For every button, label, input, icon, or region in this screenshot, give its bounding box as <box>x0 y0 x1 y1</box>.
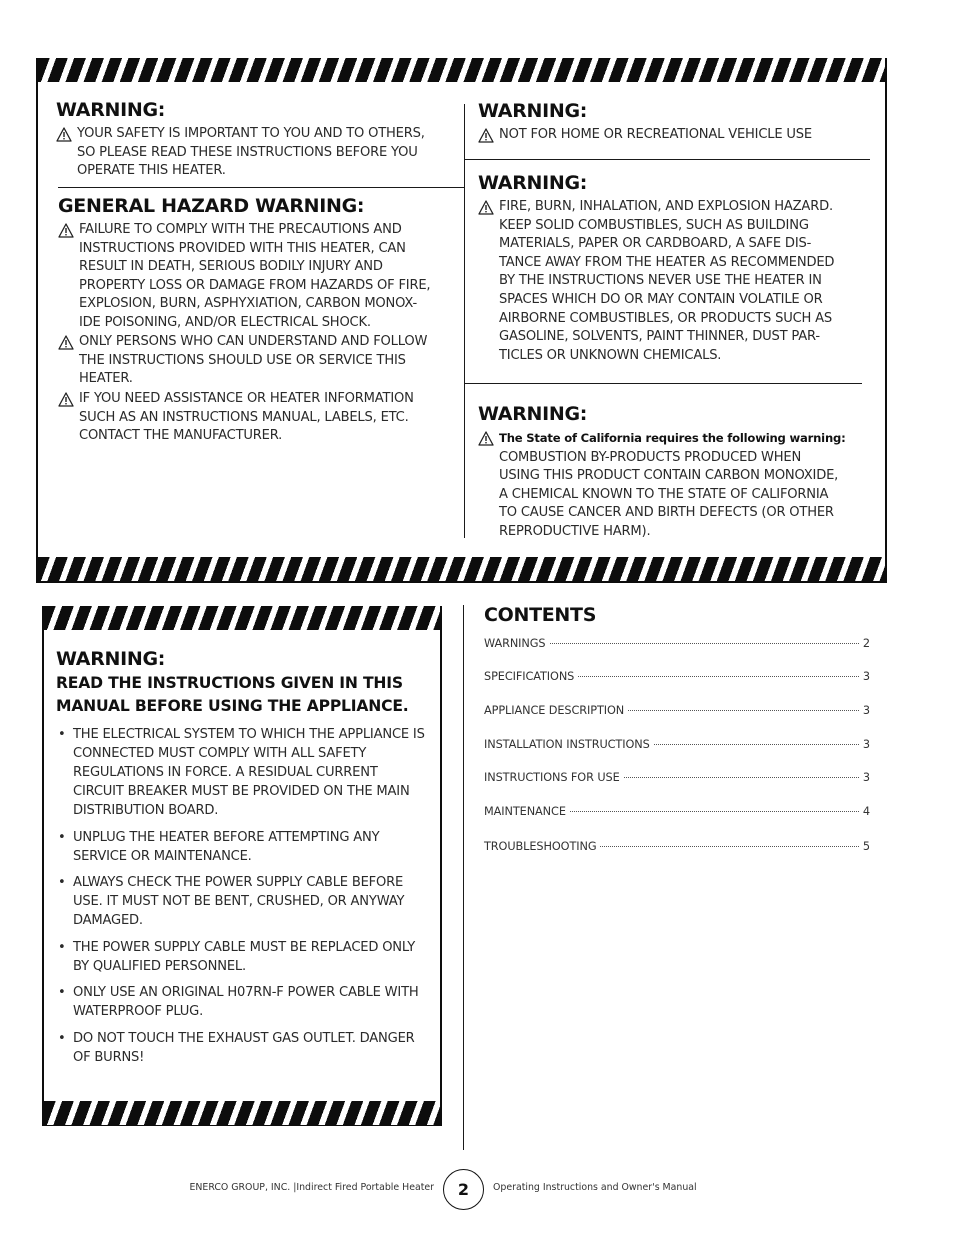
toc-label: INSTRUCTIONS FOR USE <box>484 771 620 784</box>
text-line: TO CAUSE CANCER AND BIRTH DEFECTS (OR OTHER <box>499 505 834 521</box>
list-item: • ALWAYS CHECK THE POWER SUPPLY CABLE BEFORE USE. IT MUST NOT BE BENT, CRUSHED, OR ANYWAY DAMAGED. <box>56 873 432 930</box>
general-hazard-item <box>79 333 462 389</box>
california-warning-text <box>499 429 869 542</box>
toc-leader <box>578 676 859 677</box>
text-line: ONLY PERSONS WHO CAN UNDERSTAND AND FOLLOW <box>79 334 428 349</box>
toc-entry-specifications[interactable] <box>484 670 870 683</box>
toc-page: 4 <box>862 805 870 818</box>
text-line: OPERATE THIS HEATER. <box>77 163 226 179</box>
california-warning-heading: WARNING: <box>478 403 588 425</box>
warning-triangle-icon <box>58 392 74 407</box>
toc-page: 3 <box>862 704 870 717</box>
toc-label: INSTALLATION INSTRUCTIONS <box>484 738 650 751</box>
warning-triangle-icon <box>56 127 72 142</box>
toc-label: MAINTENANCE <box>484 805 566 818</box>
text-line: EXPLOSION, BURN, ASPHYXIATION, CARBON MONOX- <box>79 296 418 312</box>
text-line: MATERIALS, PAPER OR CARDBOARD, A SAFE DIS- <box>499 236 812 252</box>
text-line: CONTACT THE MANUFACTURER. <box>79 428 283 444</box>
divider-fire <box>465 383 862 384</box>
warning-triangle-icon <box>478 431 494 446</box>
text-line: GASOLINE, SOLVENTS, PAINT THINNER, DUST PAR- <box>499 329 820 345</box>
fire-warning-heading: WARNING: <box>478 172 588 194</box>
toc-entry-maintenance[interactable] <box>484 805 870 818</box>
page-number: 2 <box>457 1180 470 1199</box>
divider-not-home <box>465 159 870 160</box>
text-line: A CHEMICAL KNOWN TO THE STATE OF CALIFORNIA <box>499 486 829 502</box>
not-home-warning-text <box>499 126 869 145</box>
text-line: PROPERTY LOSS OR DAMAGE FROM HAZARDS OF FIRE, <box>79 277 431 293</box>
text-line: HEATER. <box>79 371 133 387</box>
toc-page: 5 <box>862 840 870 853</box>
text-line: FIRE, BURN, INHALATION, AND EXPLOSION HAZARD. <box>499 199 833 214</box>
footer-company: ENERCO GROUP, INC. |Indirect Fired Portable Heater <box>189 1182 434 1193</box>
electrical-warning-heading: WARNING: <box>56 648 166 670</box>
warning-triangle-icon <box>478 128 494 143</box>
list-item: • UNPLUG THE HEATER BEFORE ATTEMPTING ANY SERVICE OR MAINTENANCE. <box>56 828 432 866</box>
general-hazard-heading: GENERAL HAZARD WARNING: <box>58 195 365 217</box>
toc-leader <box>624 777 859 778</box>
text-line: RESULT IN DEATH, SERIOUS BODILY INJURY AND <box>79 259 383 275</box>
text-line: YOUR SAFETY IS IMPORTANT TO YOU AND TO OTHERS, <box>77 126 425 141</box>
toc-leader <box>570 811 859 812</box>
toc-entry-troubleshooting[interactable] <box>484 840 870 853</box>
text-line: AIRBORNE COMBUSTIBLES, OR PRODUCTS SUCH AS <box>499 310 833 326</box>
text-line: SUCH AS AN INSTRUCTIONS MANUAL, LABELS, ETC. <box>79 409 409 425</box>
warning-triangle-icon <box>58 335 74 350</box>
list-item: • THE ELECTRICAL SYSTEM TO WHICH THE APPLIANCE IS CONNECTED MUST COMPLY WITH ALL SAFETY REGULATIONS IN FORCE. A RESIDUAL CURRENT CIRCUIT BREAKER MUST BE PROVIDED ON THE MAIN DISTRIBUTION BOARD. <box>56 725 432 820</box>
not-home-warning-heading: WARNING: <box>478 100 588 122</box>
divider-safety <box>58 187 464 188</box>
toc-page: 3 <box>862 771 870 784</box>
general-hazard-item <box>79 221 462 333</box>
text-line: USING THIS PRODUCT CONTAIN CARBON MONOXIDE, <box>499 468 839 484</box>
toc-leader <box>600 846 858 847</box>
column-divider-top <box>464 104 465 538</box>
toc-entry-appliance-description[interactable] <box>484 704 870 717</box>
safety-warning-heading: WARNING: <box>56 99 166 121</box>
hazard-stripe-middle <box>38 557 885 581</box>
text-line: COMBUSTION BY-PRODUCTS PRODUCED WHEN <box>499 449 802 465</box>
column-divider-bottom <box>463 605 464 1150</box>
general-hazard-item <box>79 390 462 446</box>
toc-label: APPLIANCE DESCRIPTION <box>484 704 625 717</box>
hazard-stripe-electrical-bottom <box>44 1101 440 1125</box>
text-line: BY THE INSTRUCTIONS NEVER USE THE HEATER IN <box>499 273 822 289</box>
footer-manual-title: Operating Instructions and Owner's Manual <box>493 1182 697 1193</box>
toc-entry-instructions-for-use[interactable] <box>484 771 870 784</box>
text-line: IF YOU NEED ASSISTANCE OR HEATER INFORMATION <box>79 391 414 406</box>
toc-label: TROUBLESHOOTING <box>484 840 597 853</box>
hazard-stripe-top <box>38 58 885 82</box>
text-line: KEEP SOLID COMBUSTIBLES, SUCH AS BUILDING <box>499 217 809 233</box>
toc-leader <box>654 744 859 745</box>
fire-warning-text <box>499 198 869 365</box>
text-line: FAILURE TO COMPLY WITH THE PRECAUTIONS AND <box>79 222 402 237</box>
text-line: TICLES OR UNKNOWN CHEMICALS. <box>499 347 722 363</box>
toc-label: WARNINGS <box>484 637 546 650</box>
text-line: TANCE AWAY FROM THE HEATER AS RECOMMENDED <box>499 254 835 270</box>
text-line: NOT FOR HOME OR RECREATIONAL VEHICLE USE <box>499 127 812 142</box>
electrical-warning-subheading: READ THE INSTRUCTIONS GIVEN IN THIS MANUAL BEFORE USING THE APPLIANCE. <box>56 674 409 715</box>
contents-heading: CONTENTS <box>484 604 597 626</box>
toc-page: 3 <box>862 670 870 683</box>
toc-leader <box>628 710 859 711</box>
text-line: IDE POISONING, AND/OR ELECTRICAL SHOCK. <box>79 314 371 330</box>
safety-warning-text <box>77 125 462 181</box>
warning-triangle-icon <box>58 223 74 238</box>
text-line: INSTRUCTIONS PROVIDED WITH THIS HEATER, CAN <box>79 240 406 256</box>
warning-triangle-icon <box>478 200 494 215</box>
page-number-badge <box>443 1169 484 1210</box>
california-lead-text: The State of California requires the following warning: <box>499 431 846 445</box>
toc-label: SPECIFICATIONS <box>484 670 575 683</box>
electrical-warning-list <box>56 725 432 1074</box>
toc-page: 2 <box>862 637 870 650</box>
list-item: • ONLY USE AN ORIGINAL H07RN-F POWER CABLE WITH WATERPROOF PLUG. <box>56 983 432 1021</box>
text-line: SO PLEASE READ THESE INSTRUCTIONS BEFORE YOU <box>77 144 418 160</box>
list-item: • THE POWER SUPPLY CABLE MUST BE REPLACED ONLY BY QUALIFIED PERSONNEL. <box>56 938 432 976</box>
list-item: • DO NOT TOUCH THE EXHAUST GAS OUTLET. DANGER OF BURNS! <box>56 1029 432 1067</box>
text-line: THE INSTRUCTIONS SHOULD USE OR SERVICE THIS <box>79 352 406 368</box>
toc-entry-warnings[interactable] <box>484 637 870 650</box>
toc-entry-installation-instructions[interactable] <box>484 738 870 751</box>
hazard-stripe-electrical-top <box>44 606 440 630</box>
text-line: REPRODUCTIVE HARM). <box>499 523 651 539</box>
toc-leader <box>550 643 859 644</box>
text-line: SPACES WHICH DO OR MAY CONTAIN VOLATILE OR <box>499 291 823 307</box>
toc-page: 3 <box>862 738 870 751</box>
